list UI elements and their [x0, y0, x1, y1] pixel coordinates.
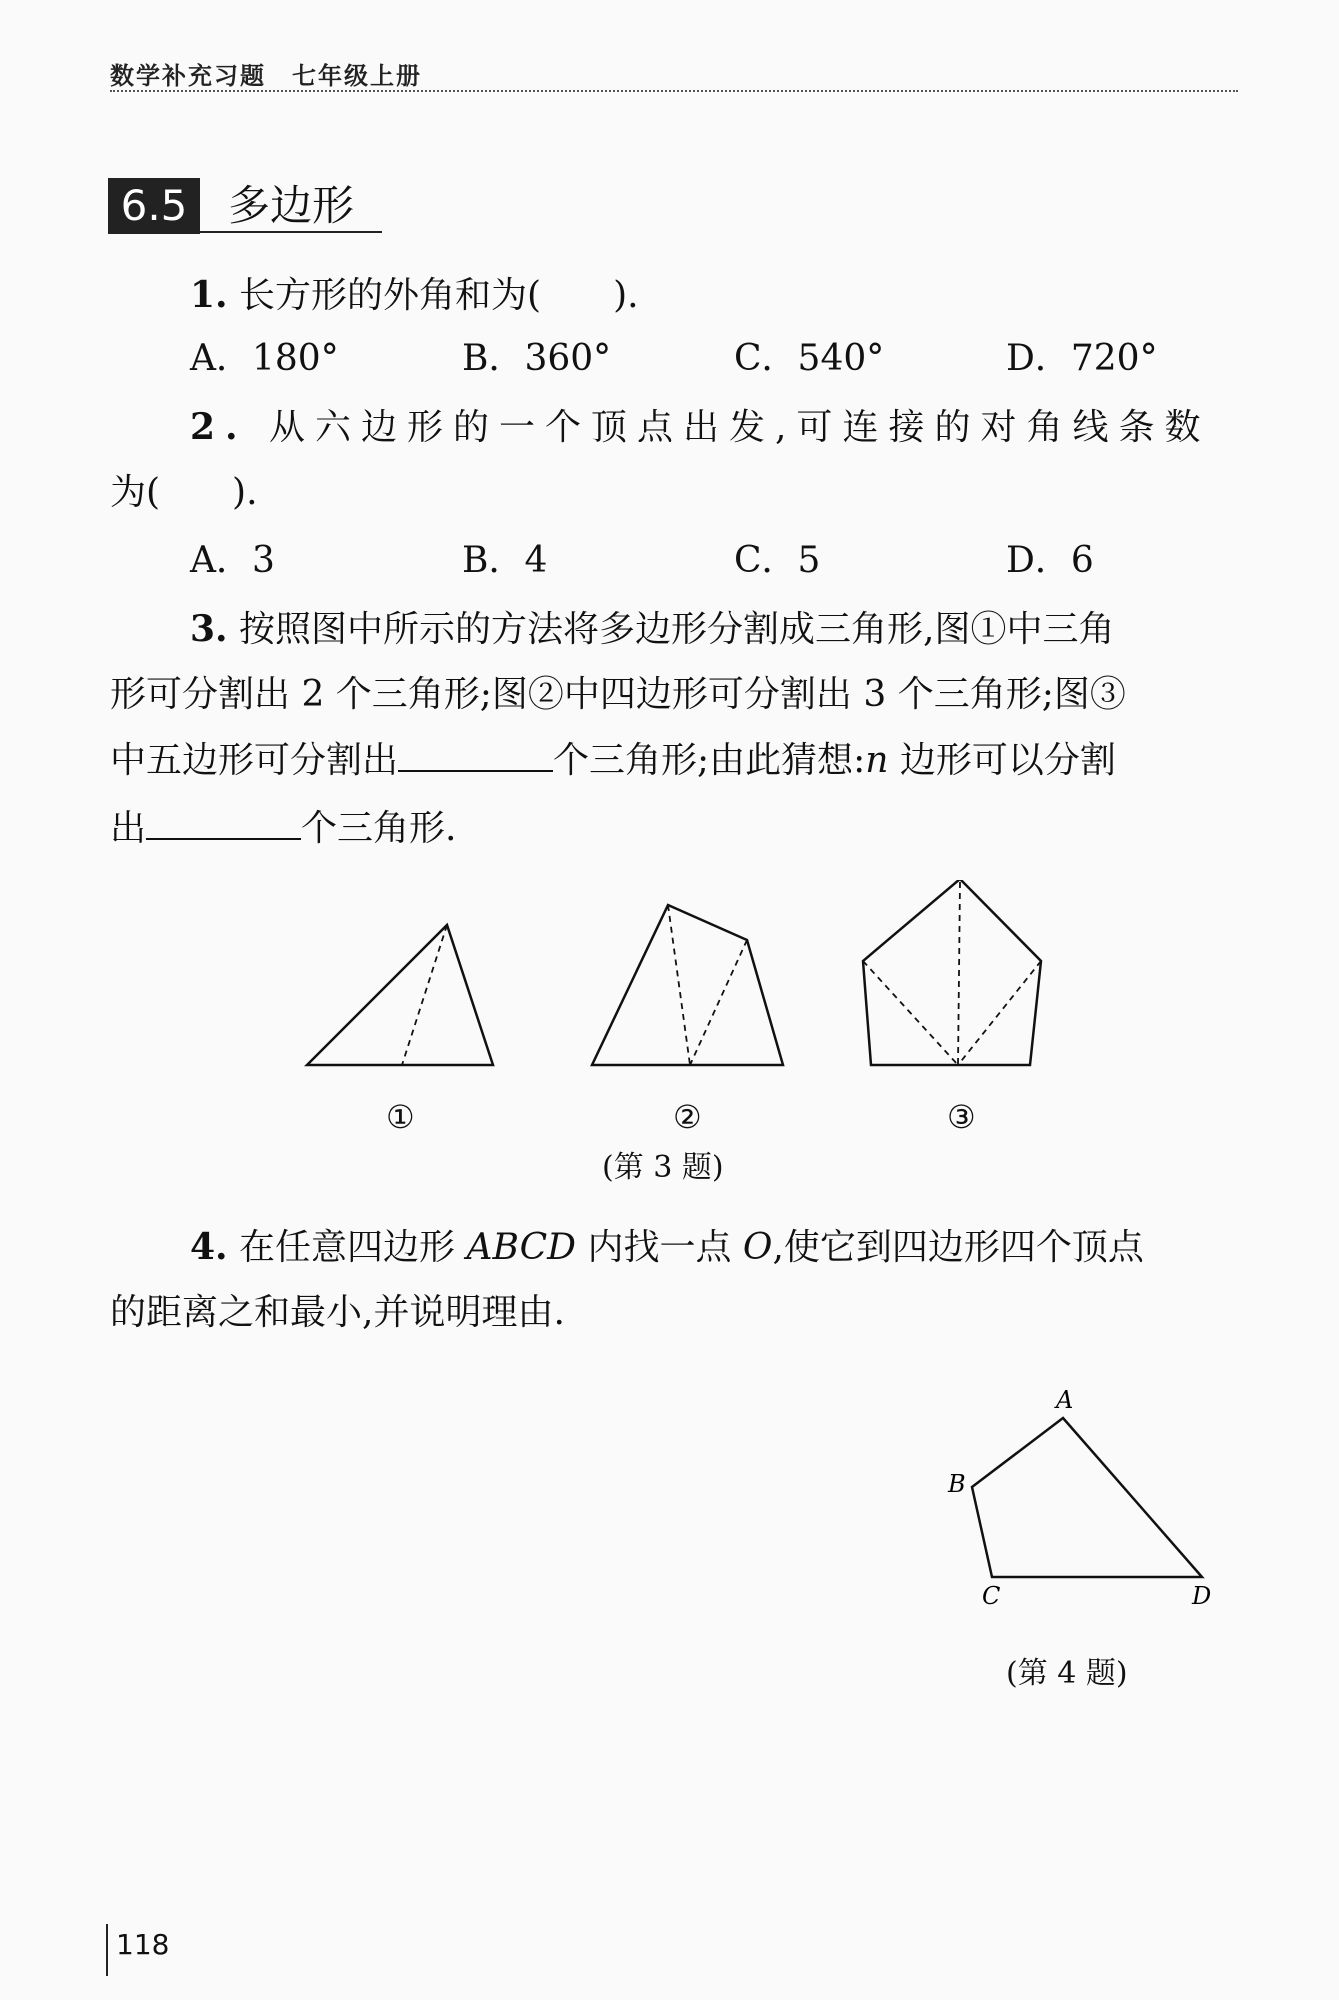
- question-2-line-1: [190, 404, 1211, 451]
- question-number: 1.: [190, 274, 228, 316]
- figure-1-label: ①: [386, 1098, 415, 1136]
- text-fragment: 出: [110, 808, 147, 849]
- question-4-line-1: [190, 1224, 1144, 1271]
- figure-2-dashed-line-1: [668, 905, 690, 1065]
- vertex-a-label: A: [1056, 1386, 1074, 1414]
- question-3-line-3: [110, 738, 1116, 784]
- q2-option-a: A．3: [190, 540, 275, 581]
- question-3-line-1: [190, 606, 1115, 653]
- q1-option-d: D．720°: [1006, 338, 1158, 379]
- answer-blank-2[interactable]: [146, 808, 301, 840]
- q1-option-c: C．540°: [734, 338, 885, 379]
- figure-2-dashed-line-2: [690, 940, 747, 1065]
- vertex-d-label: D: [1192, 1582, 1212, 1610]
- question-text: 从六边形的一个顶点出发,可连接的对角线条数: [269, 407, 1211, 448]
- text-fragment: 个三角形.: [301, 808, 457, 849]
- vertex-b-label: B: [948, 1470, 966, 1498]
- text-fragment: 中五边形可分割出: [110, 740, 399, 781]
- text-fragment: 在任意四边形: [239, 1227, 467, 1268]
- q1-option-b: B．360°: [462, 338, 612, 379]
- text-fragment: 边形可以分割: [888, 740, 1116, 781]
- page-number: 118: [116, 1928, 170, 1961]
- figure-3-dashed-line-2: [863, 961, 958, 1065]
- figure-3-dashed-line-1: [958, 882, 960, 1065]
- page-number-bar: [106, 1924, 108, 1976]
- figure-4-caption: (第 4 题): [1006, 1656, 1128, 1691]
- figure-3-dashed-line-3: [958, 961, 1041, 1065]
- point-o: O: [742, 1227, 773, 1268]
- q2-option-d: D．6: [1006, 540, 1094, 581]
- q1-option-a: A．180°: [190, 338, 339, 379]
- vertex-c-label: C: [982, 1582, 1001, 1610]
- answer-blank-1[interactable]: [398, 740, 553, 772]
- section-underline: [200, 231, 382, 233]
- text-fragment: 个三角形;由此猜想:: [553, 740, 866, 781]
- figure-1-triangle: [307, 925, 493, 1065]
- quadrilateral-abcd: [972, 1418, 1202, 1577]
- question-4-line-2: 的距离之和最小,并说明理由.: [110, 1292, 565, 1333]
- book-header: 数学补充习题 七年级上册: [110, 62, 422, 90]
- header-divider: [110, 90, 1238, 92]
- q3-figures: [280, 880, 1080, 1080]
- question-3-line-4: [110, 806, 456, 852]
- q2-option-c: C．5: [734, 540, 821, 581]
- section-title: 多边形: [228, 181, 355, 230]
- figure-3-caption: (第 3 题): [602, 1150, 724, 1185]
- text-fragment: 内找一点: [576, 1227, 743, 1268]
- question-2-line-2: 为( ).: [110, 472, 258, 513]
- figure-2-label: ②: [673, 1098, 702, 1136]
- question-text: 长方形的外角和为( ).: [239, 275, 639, 316]
- question-number: 3.: [190, 608, 228, 650]
- figure-3-pentagon: [863, 880, 1041, 1065]
- quadrilateral-name: ABCD: [466, 1227, 577, 1268]
- question-text: 按照图中所示的方法将多边形分割成三角形,图①中三角: [239, 609, 1115, 650]
- question-1: [190, 272, 639, 319]
- q4-figure: [930, 1385, 1230, 1625]
- figure-3-label: ③: [947, 1098, 976, 1136]
- section-number: 6.5: [108, 178, 200, 234]
- text-fragment: ,使它到四边形四个顶点: [772, 1227, 1144, 1268]
- question-number: 4.: [190, 1226, 228, 1268]
- q2-option-b: B．4: [462, 540, 548, 581]
- variable-n: n: [865, 740, 889, 781]
- question-3-line-2: 形可分割出 2 个三角形;图②中四边形可分割出 3 个三角形;图③: [110, 674, 1126, 715]
- question-number: 2.: [190, 406, 248, 448]
